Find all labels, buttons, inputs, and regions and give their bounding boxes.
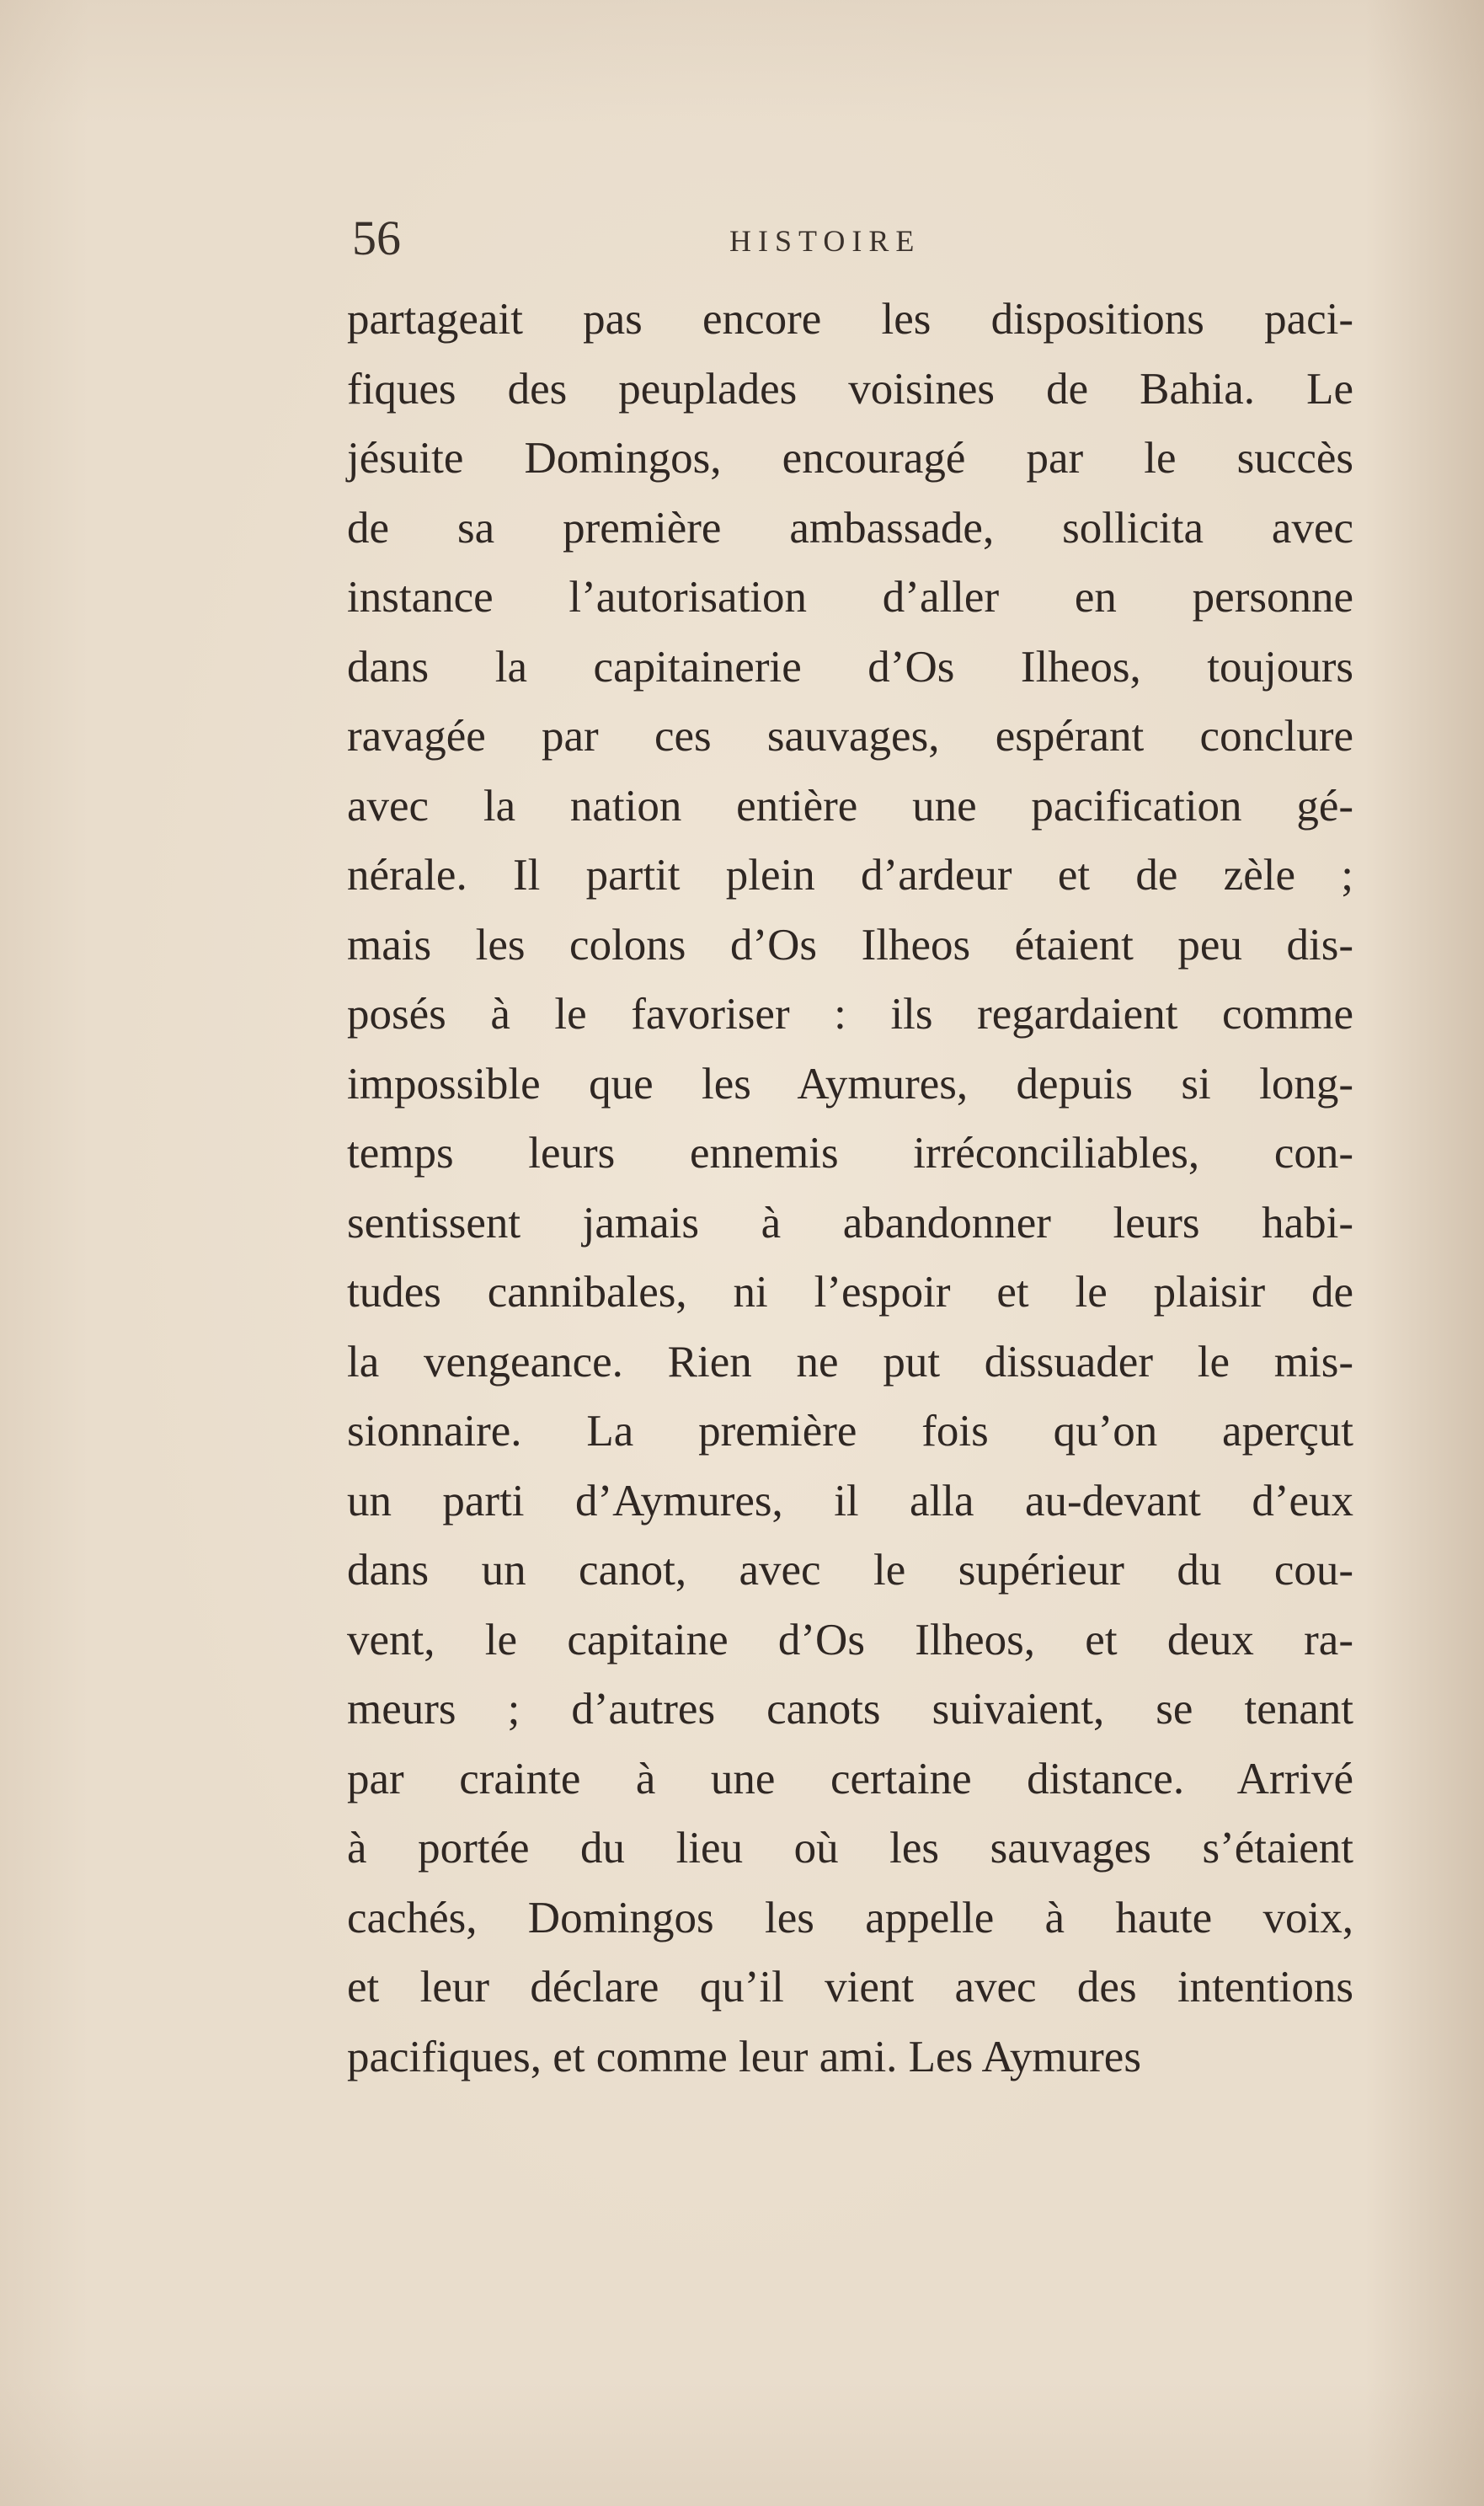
text-line: un parti d’Aymures, il alla au-devant d’eux (347, 1476, 1353, 1526)
text-line: et leur déclare qu’il vient avec des intentions (347, 1963, 1353, 2012)
text-line: ravagée par ces sauvages, espérant conclure (347, 712, 1353, 761)
text-line: partageait pas encore les dispositions paci- (347, 295, 1353, 344)
text-line: impossible que les Aymures, depuis si long- (347, 1059, 1353, 1109)
text-line: posés à le favoriser : ils regardaient comme (347, 990, 1353, 1039)
text-line: jésuite Domingos, encouragé par le succès (347, 434, 1353, 483)
text-line: sionnaire. La première fois qu’on aperçut (347, 1407, 1353, 1456)
page-header (352, 209, 1350, 268)
text-line: cachés, Domingos les appelle à haute voix, (347, 1893, 1353, 1942)
text-line: temps leurs ennemis irréconciliables, con- (347, 1129, 1353, 1178)
text-line: de sa première ambassade, sollicita avec (347, 503, 1353, 553)
text-line: pacifiques, et comme leur ami. Les Aymures (347, 2032, 1141, 2081)
text-line: fiques des peuplades voisines de Bahia. Le (347, 364, 1353, 414)
text-line: à portée du lieu où les sauvages s’étaient (347, 1824, 1353, 1873)
text-line: vent, le capitaine d’Os Ilheos, et deux ra- (347, 1615, 1353, 1664)
body-text (347, 285, 1353, 2092)
text-line: instance l’autorisation d’aller en personne (347, 573, 1353, 622)
text-line: mais les colons d’Os Ilheos étaient peu dis- (347, 920, 1353, 970)
text-line: avec la nation entière une pacification gé- (347, 781, 1353, 831)
text-line: la vengeance. Rien ne put dissuader le mis- (347, 1337, 1353, 1387)
text-line: tudes cannibales, ni l’espoir et le plaisir de (347, 1268, 1353, 1317)
text-line: par crainte à une certaine distance. Arrivé (347, 1754, 1353, 1803)
text-line: meurs ; d’autres canots suivaient, se tenant (347, 1685, 1353, 1734)
text-line: dans un canot, avec le supérieur du cou- (347, 1546, 1353, 1595)
text-line: sentissent jamais à abandonner leurs habi- (347, 1198, 1353, 1248)
page-number: 56 (352, 211, 401, 265)
text-line: nérale. Il partit plein d’ardeur et de zèle ; (347, 851, 1353, 900)
running-head: HISTOIRE (729, 224, 921, 258)
text-line: dans la capitainerie d’Os Ilheos, toujours (347, 642, 1353, 692)
